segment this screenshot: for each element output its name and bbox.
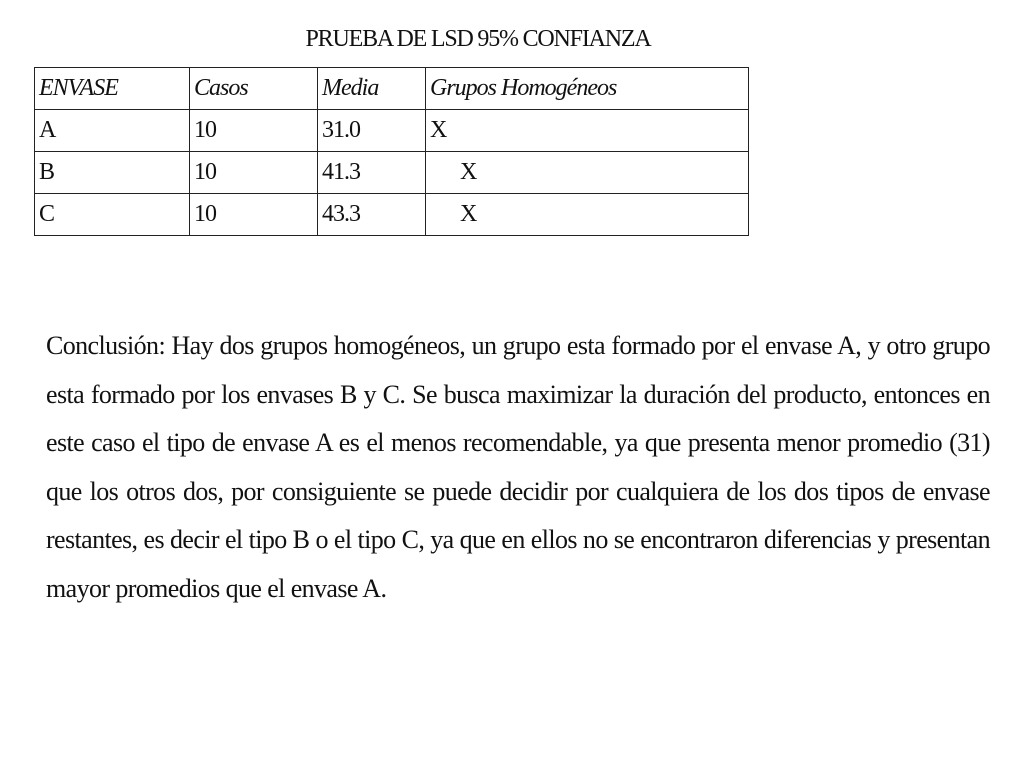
cell-grupos: X: [426, 194, 749, 236]
cell-grupos: X: [426, 152, 749, 194]
header-envase: ENVASE: [35, 68, 190, 110]
table-row: [35, 152, 749, 194]
cell-casos: 10: [190, 110, 318, 152]
lsd-results-table-container: [34, 67, 749, 236]
table-header-row: [35, 68, 749, 110]
cell-media: 31.0: [318, 110, 426, 152]
table-row: [35, 194, 749, 236]
cell-media: 43.3: [318, 194, 426, 236]
cell-grupos: X: [426, 110, 749, 152]
header-media: Media: [318, 68, 426, 110]
cell-envase: A: [35, 110, 190, 152]
header-casos: Casos: [190, 68, 318, 110]
cell-media: 41.3: [318, 152, 426, 194]
page-title: PRUEBA DE LSD 95% CONFIANZA: [305, 26, 651, 52]
conclusion-paragraph: Conclusión: Hay dos grupos homogéneos, un grupo esta formado por el envase A, y otro grupo esta formado por los envases B y C. Se busca maximizar la duración del producto, entonces en este caso el tipo de envase A es el menos recomendable, ya que presenta menor promedio (31) que los otros dos, por consiguiente se puede decidir por cualquiera de los dos tipos de envase restantes, es decir el tipo B o el tipo C, ya que en ellos no se encontraron diferencias y presentan mayor promedios que el envase A.: [46, 331, 990, 603]
cell-envase: C: [35, 194, 190, 236]
header-grupos-homogeneos: Grupos Homogéneos: [426, 68, 749, 110]
cell-envase: B: [35, 152, 190, 194]
cell-casos: 10: [190, 194, 318, 236]
lsd-results-table: [34, 67, 749, 236]
table-row: [35, 110, 749, 152]
cell-casos: 10: [190, 152, 318, 194]
